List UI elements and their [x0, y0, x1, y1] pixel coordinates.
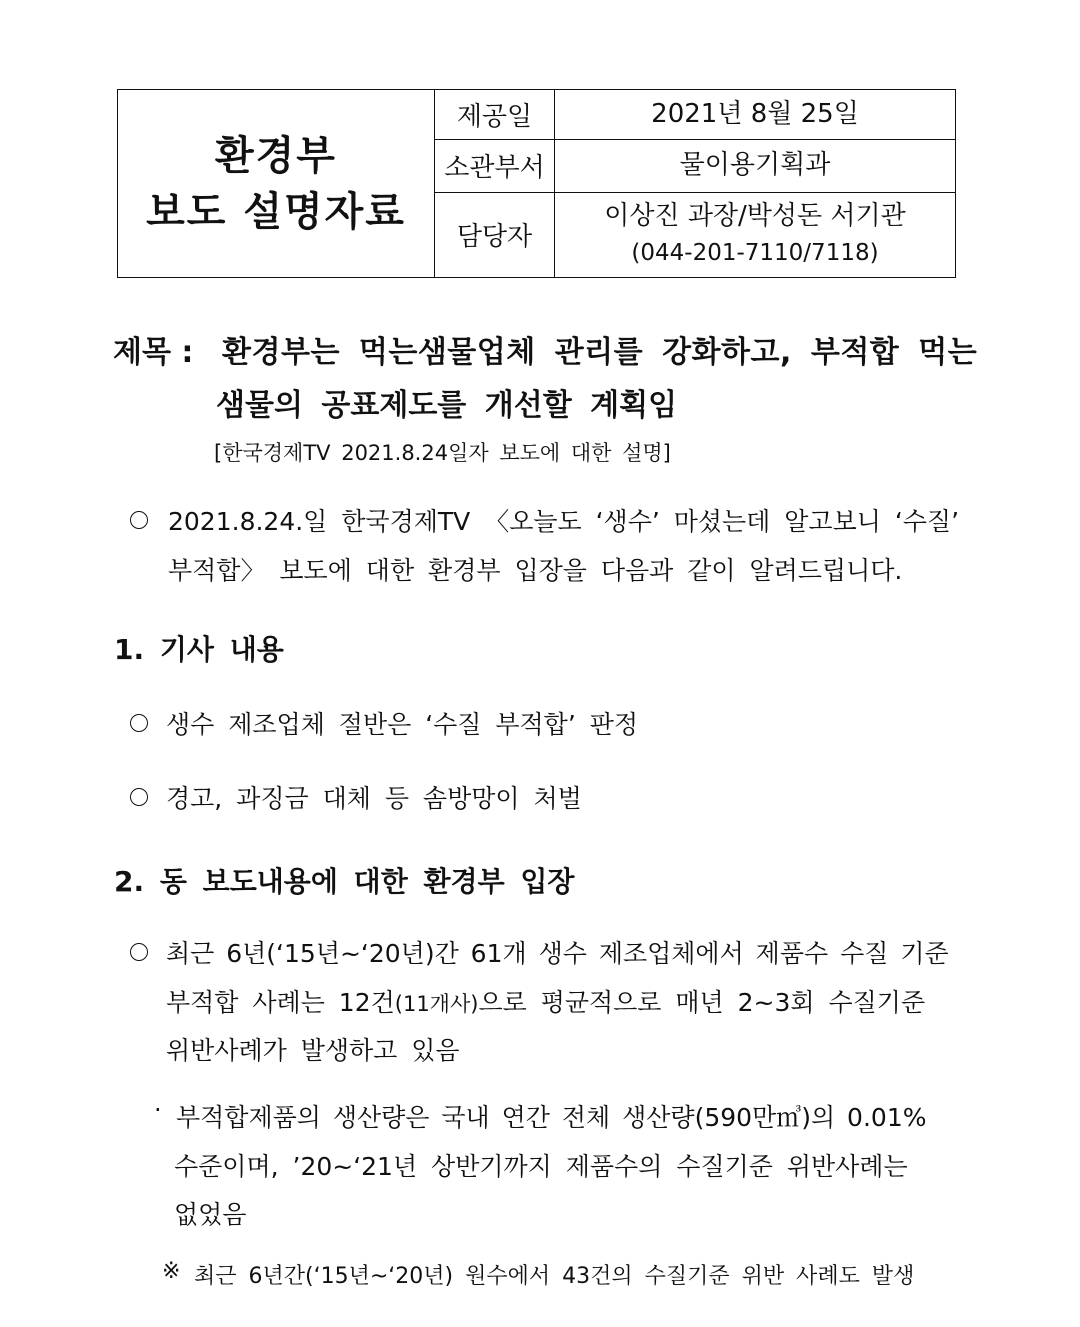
violations-count: 부적합 사례는 12건 [166, 988, 395, 1017]
sub-line3: 없었음 [174, 1200, 247, 1229]
sub-bullet-dot: · [154, 1096, 162, 1124]
provided-date-value: 2021년 8월 25일 [555, 90, 956, 140]
contact-names: 이상진 과장/박성돈 서기관 [604, 200, 906, 231]
bullet-circle-icon [130, 788, 148, 806]
violations-rate: 으로 평균적으로 매년 2~3회 수질기준 [478, 988, 926, 1017]
header-table [117, 89, 956, 278]
intro-line2: 부적합〉 보도에 대한 환경부 입장을 다음과 같이 알려드립니다. [168, 556, 903, 585]
reference-note: 최근 6년간(‘15년~‘20년) 원수에서 43건의 수질기준 위반 사례도 발생 [194, 1264, 915, 1289]
ministry-name: 환경부 [215, 132, 337, 179]
section2-title: 2. 동 보도내용에 대한 환경부 입장 [114, 865, 575, 898]
subject-prefix: 제목 : [113, 335, 194, 370]
contact-phone: (044-201-7110/7118) [631, 239, 879, 266]
reference-mark: ※ [162, 1259, 181, 1284]
section2-para-line1: 최근 6년(‘15년~‘20년)간 61개 생수 제조업체에서 제품수 수질 기준 [166, 939, 949, 968]
subject-line1: 환경부는 먹는샘물업체 관리를 강화하고, 부적합 먹는 [222, 335, 978, 370]
section1-item-1: 생수 제조업체 절반은 ‘수질 부적합’ 판정 [166, 710, 639, 739]
department-value: 물이용기획과 [555, 140, 956, 192]
document-title [118, 90, 435, 278]
intro-line1: 2021.8.24.일 한국경제TV 〈오늘도 ‘생수’ 마셨는데 알고보니 ‘수질’ [168, 507, 960, 536]
bullet-circle-icon [130, 511, 148, 529]
section2-para-line3: 위반사례가 발생하고 있음 [166, 1036, 460, 1065]
department-label: 소관부서 [435, 140, 555, 192]
subject-line2: 샘물의 공표제도를 개선할 계획임 [216, 388, 678, 423]
sub-line2: 수준이며, ’20~‘21년 상반기까지 제품수의 수질기준 위반사례는 [174, 1152, 908, 1181]
bullet-circle-icon [130, 714, 148, 732]
subject-source-note: [한국경제TV 2021.8.24일자 보도에 대한 설명] [214, 441, 671, 465]
document-type: 보도 설명자료 [146, 188, 406, 235]
section2-para-line2 [166, 983, 925, 1019]
bullet-circle-icon [130, 943, 148, 961]
section1-title: 1. 기사 내용 [114, 633, 284, 666]
contact-label: 담당자 [435, 192, 555, 277]
sub-line1: 부적합제품의 생산량은 국내 연간 전체 생산량(590만㎥)의 0.01% [176, 1103, 927, 1132]
contact-value [555, 192, 956, 277]
companies-count: (11개사) [394, 992, 479, 1016]
section1-item-2: 경고, 과징금 대체 등 솜방망이 처벌 [166, 784, 582, 813]
provided-date-label: 제공일 [435, 90, 555, 140]
